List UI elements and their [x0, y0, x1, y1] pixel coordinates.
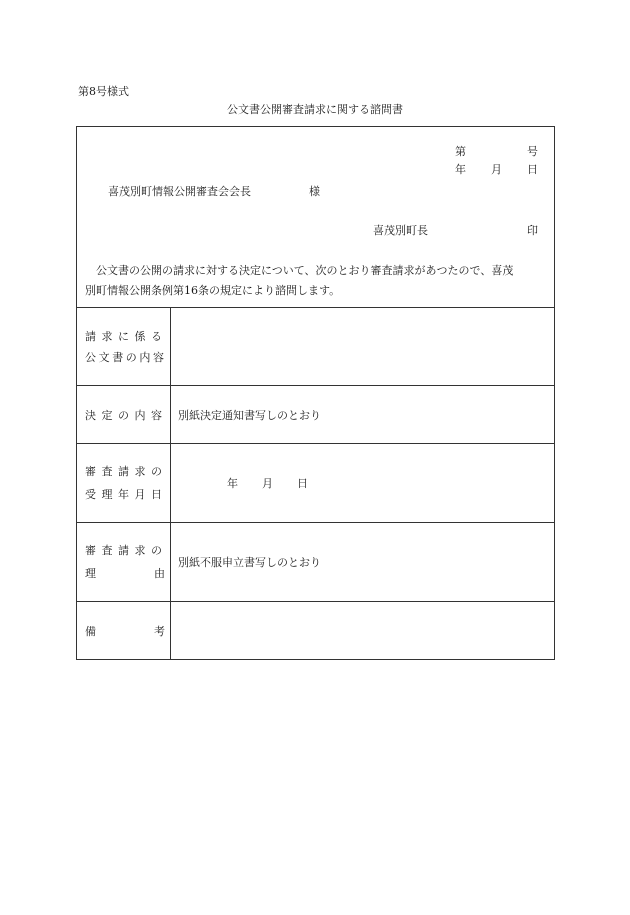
decision-label: 決定の内容	[85, 409, 168, 422]
reason-label-ri: 理	[85, 567, 96, 580]
decision-value: 別紙決定通知書写しのとおり	[178, 409, 321, 422]
received-day: 日	[297, 477, 308, 490]
row-divider	[76, 522, 555, 523]
number-go: 号	[527, 145, 538, 158]
body-text-line2: 別町情報公開条例第16条の規定により諮問します。	[85, 284, 341, 297]
body-text-line1: 公文書の公開の請求に対する決定について、次のとおり審査請求があつたので、喜茂	[96, 264, 514, 277]
content-label-line1: 請求に係る	[85, 330, 168, 343]
row-divider	[76, 307, 555, 308]
received-month: 月	[262, 477, 273, 490]
remarks-label-kou: 考	[154, 625, 165, 638]
date-day: 日	[527, 163, 538, 176]
honorific-sama: 様	[309, 185, 320, 198]
number-dai: 第	[455, 145, 466, 158]
reason-label-line1: 審査請求の	[85, 544, 168, 557]
remarks-label-bi: 備	[85, 625, 96, 638]
column-divider	[170, 307, 171, 660]
received-label-line1: 審査請求の	[85, 465, 168, 478]
sender: 喜茂別町長	[373, 224, 428, 237]
received-year: 年	[227, 477, 238, 490]
row-divider	[76, 601, 555, 602]
document-title: 公文書公開審査請求に関する諮問書	[227, 103, 403, 116]
date-month: 月	[491, 163, 502, 176]
reason-value: 別紙不服申立書写しのとおり	[178, 556, 321, 569]
received-label-line2: 受理年月日	[85, 488, 168, 501]
date-year: 年	[455, 163, 466, 176]
reason-label-yu: 由	[154, 567, 165, 580]
row-divider	[76, 385, 555, 386]
addressee: 喜茂別町情報公開審査会会長	[108, 185, 251, 198]
row-divider	[76, 443, 555, 444]
content-label-line2: 公文書の内容	[85, 351, 167, 364]
seal-in: 印	[527, 224, 538, 237]
form-table	[76, 126, 555, 660]
form-number: 第8号様式	[78, 85, 129, 98]
